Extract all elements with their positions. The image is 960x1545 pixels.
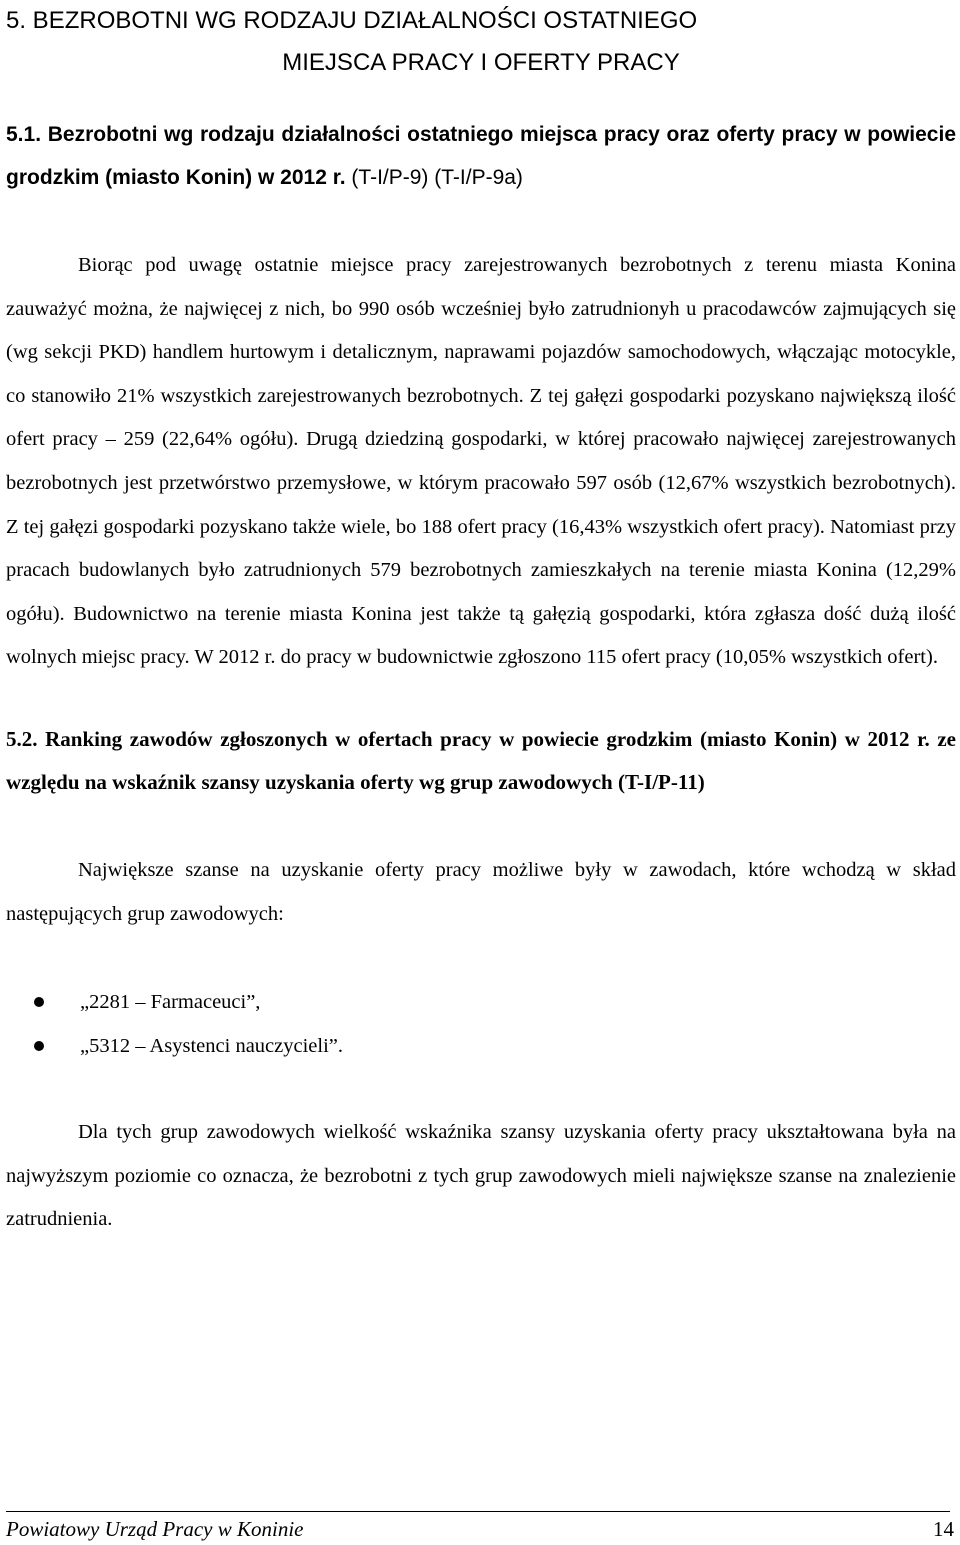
section-5-1-paragraph: Biorąc pod uwagę ostatnie miejsce pracy zarejestrowanych bezrobotnych z terenu miasta Konina zauważyć można, że najwięcej z nich, bo 990 osób wcześniej było zatrudnionyh u pracodawców zajmujących się (wg sekcji PKD) handlem hurtowym i detalicznym, naprawami pojazdów samochodowych, włączając motocykle, co stanowiło 21% wszystkich zarejestrowanych bezrobotnych. Z tej gałęzi gospodarki pozyskano największą ilość ofert pracy – 259 (22,64% ogółu). Drugą dziedziną gospodarki, w której pracowało najwięcej zarejestrowanych bezrobotnych jest przetwórstwo przemysłowe, w którym pracowało 597 osób (12,67% wszystkich bezrobotnych). Z tej gałęzi gospodarki pozyskano także wiele, bo 188 ofert pracy (16,43% wszystkich ofert pracy). Natomiast przy pracach budowlanych było zatrudnionych 579 bezrobotnych zamieszkałych na terenie miasta Konina (12,29% ogółu). Budownictwo na terenie miasta Konina jest także tą gałęzią gospodarki, która zgłasza dość dużą ilość wolnych miejsc pracy. W 2012 r. do pracy w budownictwie zgłoszono 115 ofert pracy (10,05% wszystkich ofert). [6,254,956,669]
chapter-title [6,0,956,84]
section-5-1-title [6,113,956,199]
page-number: 14 [933,1517,954,1541]
list-item [6,1024,956,1068]
document-page [6,0,956,1242]
page-footer [6,1514,956,1544]
footer-office-name: Powiatowy Urząd Pracy w Koninie [6,1517,304,1541]
section-5-1-table-codes: (T-I/P-9) (T-I/P-9a) [351,166,523,189]
section-5-2-title: 5.2. Ranking zawodów zgłoszonych w ofertach pracy w powiecie grodzkim (miasto Konin) w 2012 r. ze względu na wskaźnik szansy uzyskania oferty wg grup zawodowych (T-I/P-11) [6,726,956,795]
footer-divider [6,1511,950,1512]
bullet-icon [34,997,44,1007]
list-item-text: „5312 – Asystenci nauczycieli”. [80,1035,343,1058]
bullet-icon [34,1041,44,1051]
occupation-group-list [6,980,956,1068]
section-5-2-paragraph-2: Dla tych grup zawodowych wielkość wskaźnika szansy uzyskania oferty pracy ukształtowana była na najwyższym poziomie co oznacza, że bezrobotni z tych grup zawodowych mieli największe szanse na znalezienie zatrudnienia. [6,1121,956,1231]
section-5-2-paragraph-1: Największe szanse na uzyskanie oferty pracy możliwe były w zawodach, które wchodzą w skład następujących grup zawodowych: [6,858,956,925]
chapter-title-line-2: MIEJSCA PRACY I OFERTY PRACY [282,49,680,76]
list-item [6,980,956,1024]
section-5-1-title-text: 5.1. Bezrobotni wg rodzaju działalności ostatniego miejsca pracy oraz oferty pracy w powiecie grodzkim (miasto Konin) w 2012 r. [6,123,956,189]
list-item-text: „2281 – Farmaceuci”, [80,991,261,1014]
chapter-title-line-1: 5. BEZROBOTNI WG RODZAJU DZIAŁALNOŚCI OSTATNIEGO [6,7,698,34]
